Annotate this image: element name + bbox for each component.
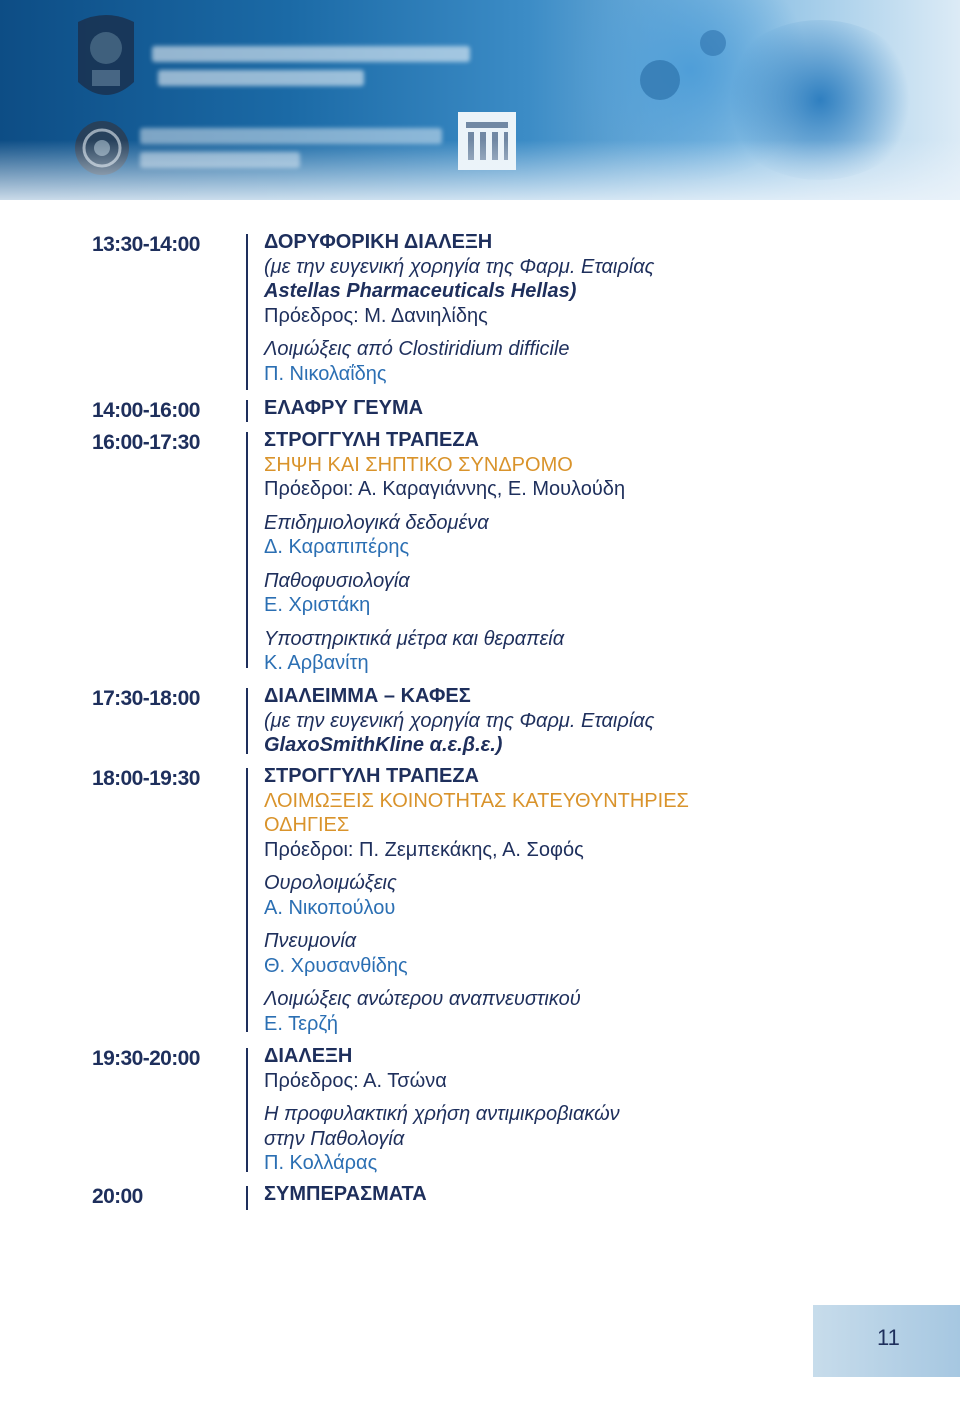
divider-bar [246, 1186, 248, 1210]
divider-bar [246, 234, 248, 390]
session-title: ΕΛΑΦΡΥ ΓΕΥΜΑ [264, 397, 424, 419]
speaker-name: Ε. Τερζή [264, 1012, 338, 1035]
session-topic: ΣΗΨΗ ΚΑΙ ΣΗΠΤΙΚΟ ΣΥΝΔΡΟΜΟ [264, 453, 573, 476]
time-slot: 19:30-20:00 [92, 1047, 200, 1070]
time-slot: 13:30-14:00 [92, 233, 200, 256]
session-details [264, 428, 824, 676]
header-banner [0, 0, 960, 200]
speaker-name: Ε. Χριστάκη [264, 594, 371, 616]
speaker-name: Κ. Αρβανίτη [264, 652, 369, 674]
page-number-box [813, 1305, 960, 1377]
session-details [264, 764, 824, 1036]
talk-title: Ουρολοιμώξεις [264, 872, 397, 894]
time-slot: 14:00-16:00 [92, 399, 200, 422]
session-details [264, 1182, 824, 1207]
talk-title: Επιδημιολογικά δεδομένα [264, 511, 489, 534]
talk-title: στην Παθολογία [264, 1127, 405, 1150]
talk-title: Λοιμώξεις ανώτερου αναπνευστικού [264, 988, 581, 1010]
sponsor-note: (με την ευγενική χορηγία της Φαρμ. Εταιρίας [264, 709, 655, 732]
banner-subtitle-blurred [158, 70, 364, 86]
session-topic: ΟΔΗΓΙΕΣ [264, 814, 350, 836]
speaker-name: Π. Νικολαΐδης [264, 362, 387, 385]
divider-bar [246, 400, 248, 422]
speaker-name: Π. Κολλάρας [264, 1152, 378, 1174]
session-title: ΣΥΜΠΕΡΑΣΜΑΤΑ [264, 1183, 427, 1205]
session-title: ΔΙΑΛΕΙΜΜΑ – ΚΑΦΕΣ [264, 685, 471, 707]
session-title: ΔΙΑΛΕΞΗ [264, 1045, 353, 1067]
time-slot: 20:00 [92, 1185, 143, 1208]
talk-title: Παθοφυσιολογία [264, 569, 410, 592]
divider-bar [246, 768, 248, 1032]
session-details [264, 1044, 824, 1176]
speaker-name: Δ. Καραπιπέρης [264, 536, 410, 558]
session-details [264, 230, 824, 386]
time-slot: 17:30-18:00 [92, 687, 200, 710]
talk-title: Πνευμονία [264, 930, 357, 952]
banner-title-blurred [152, 46, 470, 62]
session-topic: ΛΟΙΜΩΞΕΙΣ ΚΟΙΝΟΤΗΤΑΣ ΚΑΤΕΥΘΥΝΤΗΡΙΕΣ [264, 789, 689, 812]
session-details [264, 684, 824, 758]
divider-bar [246, 688, 248, 754]
session-title: ΔΟΡΥΦΟΡΙΚΗ ΔΙΑΛΕΞΗ [264, 231, 493, 253]
session-title: ΣΤΡΟΓΓΥΛΗ ΤΡΑΠΕΖΑ [264, 765, 479, 787]
chair-line: Πρόεδροι: Π. Ζεμπεκάκης, Α. Σοφός [264, 838, 584, 861]
society-logo-icon [70, 12, 142, 112]
chair-line: Πρόεδροι: Α. Καραγιάννης, Ε. Μουλούδη [264, 478, 626, 500]
page-number: 11 [877, 1325, 900, 1350]
banner-decoration [640, 60, 680, 100]
talk-title: Λοιμώξεις από Clostiridium difficile [264, 338, 570, 360]
chair-line: Πρόεδρος: Α. Τσώνα [264, 1069, 447, 1092]
time-slot: 16:00-17:30 [92, 431, 200, 454]
speaker-name: Θ. Χρυσανθίδης [264, 954, 408, 977]
sponsor-note: (με την ευγενική χορηγία της Φαρμ. Εταιρίας [264, 255, 655, 278]
session-title: ΣΤΡΟΓΓΥΛΗ ΤΡΑΠΕΖΑ [264, 429, 479, 451]
chair-line: Πρόεδρος: Μ. Δανιηλίδης [264, 304, 488, 327]
sponsor-name: Astellas Pharmaceuticals Hellas) [264, 280, 577, 302]
talk-title: Υποστηρικτικά μέτρα και θεραπεία [264, 627, 565, 650]
divider-bar [246, 1048, 248, 1172]
sponsor-name: GlaxoSmithKline α.ε.β.ε.) [264, 734, 503, 756]
speaker-name: Α. Νικοπούλου [264, 896, 396, 919]
time-slot: 18:00-19:30 [92, 767, 200, 790]
session-details [264, 396, 824, 421]
banner-decoration [700, 30, 726, 56]
talk-title: Η προφυλακτική χρήση αντιμικροβιακών [264, 1103, 620, 1125]
divider-bar [246, 432, 248, 668]
